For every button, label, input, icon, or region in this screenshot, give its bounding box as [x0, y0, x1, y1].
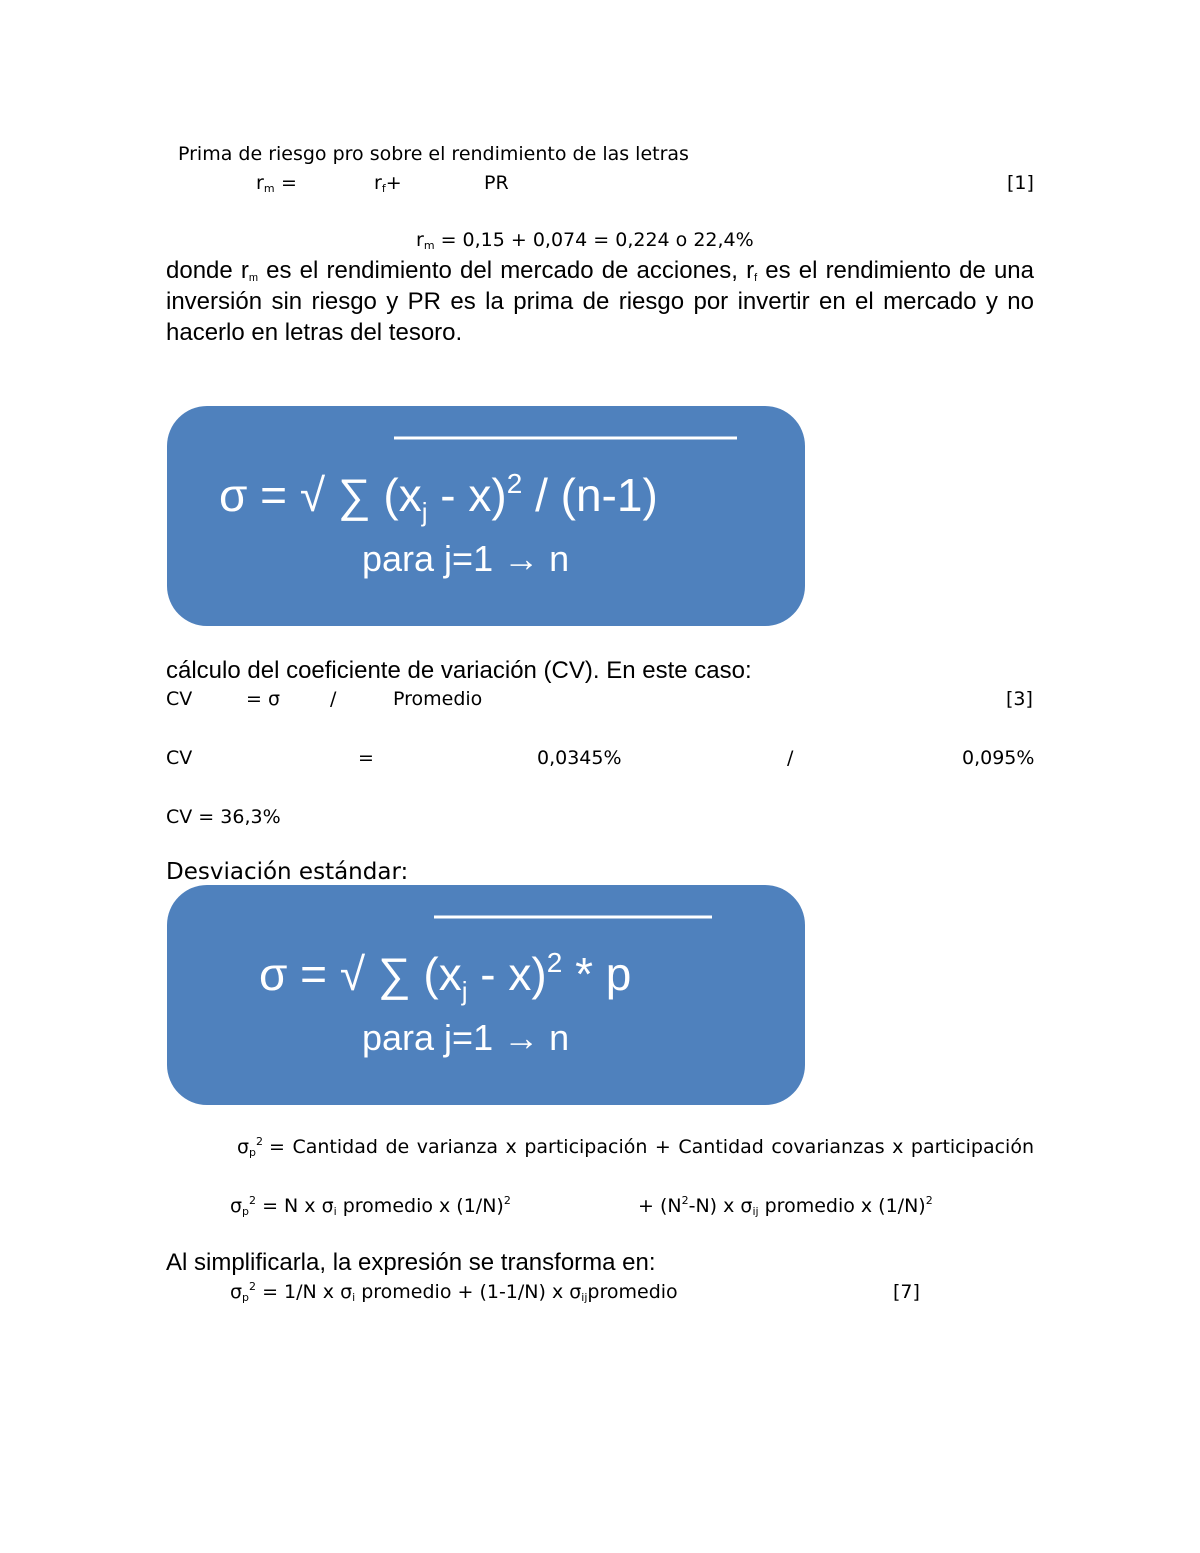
eq3-equals-sigma: = σ [246, 688, 281, 710]
eq4-label: CV [166, 747, 193, 769]
eq4-denominator: 0,095% [962, 747, 1035, 769]
formula1-main-text: σ = √ ∑ $(x_j - x)^2 / (n-1)$ [219, 468, 658, 527]
eq7-expression: $\sigma_p^2 = 1/N$ x $\sigma_i$ promedio + (1-1/N) x $\sigma_{ij}promedio$ [230, 1280, 678, 1304]
line2-left: $\sigma_p^2 = N$ x $\sigma_i$ promedio x $(1/N)^2$ [230, 1194, 511, 1218]
cv-result: CV = 36,3% [166, 806, 281, 828]
eq1-equals: = [281, 172, 297, 194]
eq1-lhs: $r_m$ [256, 172, 275, 195]
eq4-slash: / [787, 747, 794, 769]
weighted-std-dev-formula [167, 885, 805, 1105]
eq4-equals: = [358, 747, 374, 769]
cv-heading: cálculo del coeficiente de variación (CV). En este caso: [166, 657, 752, 684]
line2-right: + $(N^2-N)$ x $\sigma_{ij}$ promedio x $(1/N)^2$ [638, 1194, 933, 1218]
equation-2: $r_m = 0,15 + 0,074 = 0,224$ o 22,4% [416, 229, 754, 252]
eq1-premium: PR [484, 172, 509, 194]
eq3-mean: Promedio [393, 688, 483, 710]
eq7-reference: [7] [893, 1281, 920, 1303]
formula2-main-text: σ = √ ∑ $(x_j - x)^2$ * p [259, 947, 632, 1006]
eq4-numerator: 0,0345% [537, 747, 622, 769]
eq1-reference: [1] [1007, 172, 1034, 194]
simplify-heading: Al simplificarla, la expresión se transforma en: [166, 1249, 656, 1276]
risk-premium-heading: Prima de riesgo pro sobre el rendimiento de las letras [178, 143, 689, 165]
sample-std-dev-formula [167, 406, 805, 626]
formula1-range: para j=1 → n [362, 538, 570, 579]
eq3-reference: [3] [1006, 688, 1033, 710]
eq1-risk-free: $r_f+$ [374, 172, 402, 195]
portfolio-variance-line-1: $\sigma_p^2$ = Cantidad de varianza x participación + Cantidad covarianzas x participación [237, 1135, 1034, 1159]
eq3-label: CV [166, 688, 193, 710]
eq3-slash: / [330, 688, 337, 710]
formula2-range: para j=1 → n [362, 1017, 570, 1058]
definition-paragraph: donde $r_m$ es el rendimiento del mercado de acciones, $r_f$ es el rendimiento de una inversión sin riesgo y PR es la prima de riesgo por invertir en el mercado y no hacerlo en letras del tesoro. [166, 257, 1034, 346]
std-dev-heading: Desviación estándar: [166, 859, 409, 885]
